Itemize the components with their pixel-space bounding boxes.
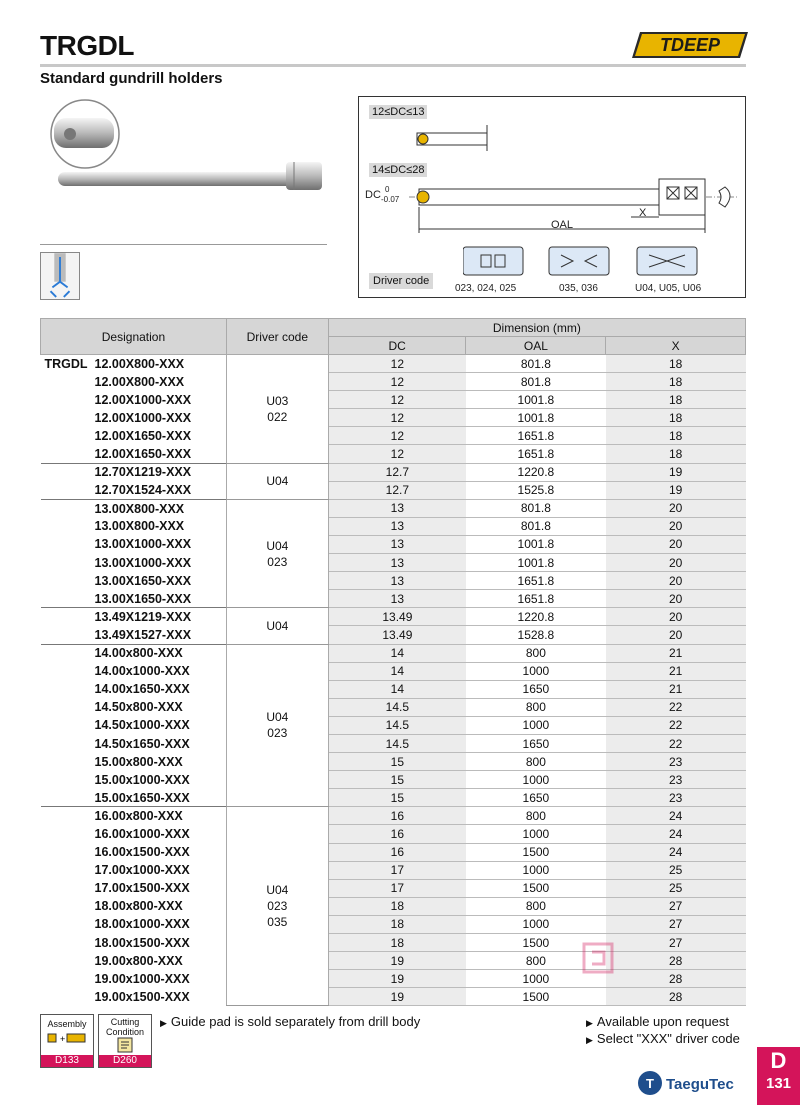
table-row xyxy=(41,716,746,734)
table-row xyxy=(41,897,746,915)
oal-cell: 1000 xyxy=(466,825,606,843)
table-row xyxy=(41,807,746,825)
x-cell: 21 xyxy=(606,662,746,680)
dc-cell: 14 xyxy=(328,644,466,662)
designation-code: 12.70X1524-XXX xyxy=(94,482,192,497)
x-cell: 23 xyxy=(606,789,746,807)
designation-cell xyxy=(41,753,227,771)
dc-cell: 12 xyxy=(328,445,466,463)
dc-range-large: 14≤DC≤28 xyxy=(369,163,427,177)
designation-cell xyxy=(41,843,227,861)
table-row xyxy=(41,734,746,752)
dc-cell: 12 xyxy=(328,391,466,409)
x-cell: 19 xyxy=(606,481,746,499)
designation-code: 13.00X1650-XXX xyxy=(94,591,192,606)
x-cell: 18 xyxy=(606,391,746,409)
designation-code: 14.50x1650-XXX xyxy=(94,736,190,751)
header-designation: Designation xyxy=(41,319,227,355)
driver-code-cell: U03 022 xyxy=(226,355,328,464)
table-row xyxy=(41,590,746,608)
dc-cell: 12 xyxy=(328,373,466,391)
designation-cell xyxy=(41,608,227,626)
designation-cell xyxy=(41,572,227,590)
designation-code: 14.50x800-XXX xyxy=(94,700,183,715)
title-divider xyxy=(40,64,746,67)
x-cell: 18 xyxy=(606,355,746,373)
header-dimension: Dimension (mm) xyxy=(328,319,745,337)
table-row xyxy=(41,825,746,843)
driver-code-cell: U04 023 035 xyxy=(226,807,328,1006)
dc-cell: 14 xyxy=(328,680,466,698)
select-driver-note: ▶ Select "XXX" driver code xyxy=(586,1031,740,1046)
dc-cell: 12 xyxy=(328,355,466,373)
dc-cell: 13 xyxy=(328,572,466,590)
oal-cell: 1000 xyxy=(466,970,606,988)
designation-code: 17.00x1000-XXX xyxy=(94,863,190,878)
designation-cell xyxy=(41,897,227,915)
designation-code: 12.00X1000-XXX xyxy=(94,392,192,407)
table-body xyxy=(41,355,746,1006)
dc-cell: 13 xyxy=(328,590,466,608)
oal-cell: 1650 xyxy=(466,789,606,807)
designation-cell xyxy=(41,861,227,879)
x-cell: 20 xyxy=(606,499,746,517)
dc-tol-lower: -0.07 xyxy=(381,195,400,204)
table-row xyxy=(41,644,746,662)
designation-code: 19.00x1000-XXX xyxy=(94,971,190,986)
header-x: X xyxy=(606,337,746,355)
oal-cell: 1650 xyxy=(466,734,606,752)
driver-group-1-label: 023, 024, 025 xyxy=(455,283,517,294)
dc-cell: 13 xyxy=(328,499,466,517)
oal-cell: 800 xyxy=(466,644,606,662)
table-row xyxy=(41,626,746,644)
dc-cell: 13.49 xyxy=(328,626,466,644)
x-cell: 20 xyxy=(606,608,746,626)
x-cell: 18 xyxy=(606,373,746,391)
designation-code: 19.00x800-XXX xyxy=(94,953,183,968)
table-row xyxy=(41,554,746,572)
dc-cell: 13 xyxy=(328,517,466,535)
x-cell: 20 xyxy=(606,535,746,553)
dc-cell: 15 xyxy=(328,753,466,771)
designation-cell xyxy=(41,517,227,535)
oal-cell: 801.8 xyxy=(466,499,606,517)
oal-cell: 1220.8 xyxy=(466,608,606,626)
x-dimension-label: X xyxy=(639,207,647,219)
table-row xyxy=(41,427,746,445)
x-cell: 20 xyxy=(606,572,746,590)
designation-cell xyxy=(41,662,227,680)
x-cell: 20 xyxy=(606,626,746,644)
available-note: ▶ Available upon request xyxy=(586,1014,729,1029)
designation-cell xyxy=(41,698,227,716)
designation-cell xyxy=(41,445,227,463)
oal-cell: 1000 xyxy=(466,915,606,933)
oal-cell: 800 xyxy=(466,753,606,771)
x-cell: 20 xyxy=(606,554,746,572)
dc-cell: 19 xyxy=(328,988,466,1006)
dc-cell: 18 xyxy=(328,897,466,915)
dc-cell: 17 xyxy=(328,861,466,879)
driver-code-cell: U04 xyxy=(226,463,328,499)
section-tab xyxy=(757,1047,800,1105)
oal-dimension-label: OAL xyxy=(551,219,574,231)
dc-cell: 16 xyxy=(328,843,466,861)
designation-code: 13.00X1000-XXX xyxy=(94,555,192,570)
watermark-logo xyxy=(578,940,698,1010)
dc-cell: 15 xyxy=(328,789,466,807)
oal-cell: 801.8 xyxy=(466,373,606,391)
svg-text:+: + xyxy=(60,1034,66,1044)
x-cell: 22 xyxy=(606,698,746,716)
table-row xyxy=(41,517,746,535)
small-dc-tip-drawing xyxy=(415,123,495,153)
header-oal: OAL xyxy=(466,337,606,355)
designation-code: 14.00x800-XXX xyxy=(94,646,183,661)
x-cell: 25 xyxy=(606,861,746,879)
designation-cell xyxy=(41,825,227,843)
dc-cell: 15 xyxy=(328,771,466,789)
designation-cell xyxy=(41,499,227,517)
designation-cell xyxy=(41,535,227,553)
dc-cell: 13 xyxy=(328,535,466,553)
cutting-condition-reference-icon[interactable] xyxy=(98,1014,152,1068)
table-row xyxy=(41,409,746,427)
table-row xyxy=(41,861,746,879)
designation-code: 12.00X1650-XXX xyxy=(94,446,192,461)
taegutec-logo xyxy=(636,1068,748,1098)
table-row xyxy=(41,608,746,626)
page-subtitle: Standard gundrill holders xyxy=(40,70,223,87)
cutting-condition-glyph-icon xyxy=(115,1037,135,1053)
designation-code: 15.00x800-XXX xyxy=(94,754,183,769)
table-row xyxy=(41,572,746,590)
designation-cell xyxy=(41,427,227,445)
dc-label: DC xyxy=(365,189,381,201)
designation-code: 16.00x800-XXX xyxy=(94,809,183,824)
oal-cell: 800 xyxy=(466,952,606,970)
oal-cell: 1001.8 xyxy=(466,391,606,409)
table-row xyxy=(41,843,746,861)
designation-cell xyxy=(41,915,227,933)
designation-code: 15.00x1000-XXX xyxy=(94,772,190,787)
designation-code: 12.00X1650-XXX xyxy=(94,428,192,443)
designation-code: 13.49X1219-XXX xyxy=(94,610,192,625)
oal-cell: 1528.8 xyxy=(466,626,606,644)
designation-cell xyxy=(41,716,227,734)
oal-cell: 1000 xyxy=(466,716,606,734)
table-row xyxy=(41,915,746,933)
designation-code: 18.00x1500-XXX xyxy=(94,935,190,950)
oal-cell: 1651.8 xyxy=(466,572,606,590)
table-row xyxy=(41,391,746,409)
oal-cell: 800 xyxy=(466,698,606,716)
x-cell: 20 xyxy=(606,517,746,535)
table-row xyxy=(41,753,746,771)
designation-code: 18.00x800-XXX xyxy=(94,899,183,914)
dc-cell: 19 xyxy=(328,970,466,988)
designation-code: 13.49X1527-XXX xyxy=(94,627,192,642)
table-row xyxy=(41,355,746,373)
dc-cell: 14.5 xyxy=(328,734,466,752)
dc-cell: 14 xyxy=(328,662,466,680)
photo-divider xyxy=(40,244,327,245)
oal-cell: 1650 xyxy=(466,680,606,698)
designation-code: 13.00X1650-XXX xyxy=(94,573,192,588)
x-cell: 28 xyxy=(606,952,746,970)
table-row xyxy=(41,463,746,481)
designation-code: 14.00x1650-XXX xyxy=(94,682,190,697)
driver-code-cell: U04 023 xyxy=(226,644,328,807)
designation-cell xyxy=(41,680,227,698)
dc-cell: 16 xyxy=(328,825,466,843)
technical-drawing xyxy=(358,96,746,298)
x-cell: 18 xyxy=(606,409,746,427)
svg-text:T: T xyxy=(646,1076,654,1091)
oal-cell: 1651.8 xyxy=(466,427,606,445)
designation-cell xyxy=(41,554,227,572)
dc-cell: 14.5 xyxy=(328,716,466,734)
driver-code-shapes xyxy=(463,243,733,279)
header-driver-code: Driver code xyxy=(226,319,328,355)
dc-cell: 17 xyxy=(328,879,466,897)
dc-cell: 16 xyxy=(328,807,466,825)
designation-code: 12.00X1000-XXX xyxy=(94,410,192,425)
dc-cell: 14.5 xyxy=(328,698,466,716)
designation-code: 14.50x1000-XXX xyxy=(94,718,190,733)
designation-cell xyxy=(41,952,227,970)
gundrill-holder-photo xyxy=(40,96,330,246)
designation-cell xyxy=(41,771,227,789)
oal-cell: 1000 xyxy=(466,861,606,879)
driver-code-cell: U04 023 xyxy=(226,499,328,608)
designation-prefix: TRGDL xyxy=(44,356,88,371)
x-cell: 18 xyxy=(606,445,746,463)
designation-cell xyxy=(41,988,227,1006)
x-cell: 18 xyxy=(606,427,746,445)
brand-name: TaeguTec xyxy=(666,1076,734,1093)
dc-cell: 12.7 xyxy=(328,463,466,481)
oal-cell: 1001.8 xyxy=(466,409,606,427)
designation-cell xyxy=(41,879,227,897)
designation-code: 12.00X800-XXX xyxy=(94,356,185,371)
driver-code-label: Driver code xyxy=(369,273,433,289)
dc-tol-upper: 0 xyxy=(385,185,390,194)
assembly-glyph-icon xyxy=(47,1031,87,1045)
designation-code: 16.00x1000-XXX xyxy=(94,826,190,841)
driver-group-3-label: U04, U05, U06 xyxy=(635,283,702,294)
oal-cell: 1001.8 xyxy=(466,535,606,553)
x-cell: 27 xyxy=(606,897,746,915)
designation-code: 19.00x1500-XXX xyxy=(94,989,190,1004)
table-row xyxy=(41,373,746,391)
table-row xyxy=(41,680,746,698)
oal-cell: 801.8 xyxy=(466,355,606,373)
dc-cell: 13.49 xyxy=(328,608,466,626)
designation-cell xyxy=(41,934,227,952)
designation-cell xyxy=(41,970,227,988)
x-cell: 24 xyxy=(606,843,746,861)
x-cell: 22 xyxy=(606,734,746,752)
table-row xyxy=(41,499,746,517)
designation-cell xyxy=(41,789,227,807)
x-cell: 19 xyxy=(606,463,746,481)
designation-cell xyxy=(41,734,227,752)
table-row xyxy=(41,789,746,807)
designation-code: 18.00x1000-XXX xyxy=(94,917,190,932)
table-row xyxy=(41,771,746,789)
oal-cell: 800 xyxy=(466,897,606,915)
x-cell: 25 xyxy=(606,879,746,897)
guide-pad-note: ▶ Guide pad is sold separately from drill body xyxy=(160,1014,421,1029)
x-cell: 27 xyxy=(606,934,746,952)
designation-code: 17.00x1500-XXX xyxy=(94,881,190,896)
dc-cell: 12 xyxy=(328,427,466,445)
designation-code: 13.00X800-XXX xyxy=(94,519,185,534)
page-number: 131 xyxy=(765,1075,792,1092)
cutting-condition-page-ref: D260 xyxy=(99,1055,151,1067)
oal-cell: 1000 xyxy=(466,662,606,680)
assembly-page-ref: D133 xyxy=(41,1055,93,1067)
x-cell: 21 xyxy=(606,680,746,698)
cutting-condition-label: Cutting Condition xyxy=(105,1017,145,1037)
dc-cell: 13 xyxy=(328,554,466,572)
designation-cell xyxy=(41,644,227,662)
designation-cell xyxy=(41,391,227,409)
designation-cell xyxy=(41,373,227,391)
designation-cell xyxy=(41,481,227,499)
x-cell: 21 xyxy=(606,644,746,662)
designation-cell xyxy=(41,463,227,481)
table-row xyxy=(41,879,746,897)
designation-cell xyxy=(41,807,227,825)
x-cell: 24 xyxy=(606,807,746,825)
oal-cell: 1500 xyxy=(466,843,606,861)
oal-cell: 1220.8 xyxy=(466,463,606,481)
oal-cell: 1001.8 xyxy=(466,554,606,572)
x-cell: 23 xyxy=(606,771,746,789)
dc-cell: 19 xyxy=(328,952,466,970)
designation-code: 12.70X1219-XXX xyxy=(94,465,192,480)
driver-group-2-label: 035, 036 xyxy=(559,283,598,294)
designation-cell xyxy=(41,626,227,644)
assembly-reference-icon[interactable] xyxy=(40,1014,94,1068)
svg-text:TDEEP: TDEEP xyxy=(659,35,721,55)
assembly-label: Assembly xyxy=(47,1019,87,1029)
dc-range-small: 12≤DC≤13 xyxy=(369,105,427,119)
page-title: TRGDL xyxy=(40,30,134,61)
designation-code: 13.00X800-XXX xyxy=(94,501,185,516)
driver-code-cell: U04 xyxy=(226,608,328,644)
designation-cell xyxy=(41,590,227,608)
table-row xyxy=(41,445,746,463)
oal-cell: 801.8 xyxy=(466,517,606,535)
designation-code: 14.00x1000-XXX xyxy=(94,664,190,679)
x-cell: 24 xyxy=(606,825,746,843)
dc-cell: 18 xyxy=(328,934,466,952)
x-cell: 20 xyxy=(606,590,746,608)
oal-cell: 1500 xyxy=(466,988,606,1006)
designation-code: 12.00X800-XXX xyxy=(94,374,185,389)
dc-cell: 12.7 xyxy=(328,481,466,499)
x-cell: 27 xyxy=(606,915,746,933)
table-row xyxy=(41,535,746,553)
x-cell: 28 xyxy=(606,988,746,1006)
holder-outline-drawing xyxy=(409,173,739,243)
table-row xyxy=(41,662,746,680)
tdeep-logo xyxy=(632,30,750,60)
designation-cell xyxy=(41,409,227,427)
dc-cell: 12 xyxy=(328,409,466,427)
oal-cell: 800 xyxy=(466,807,606,825)
header-dc: DC xyxy=(328,337,466,355)
table-row xyxy=(41,698,746,716)
oal-cell: 1500 xyxy=(466,879,606,897)
table-row xyxy=(41,481,746,499)
oal-cell: 1525.8 xyxy=(466,481,606,499)
oal-cell: 1500 xyxy=(466,934,606,952)
designation-code: 15.00x1650-XXX xyxy=(94,790,190,805)
coolant-through-icon xyxy=(40,252,80,300)
x-cell: 28 xyxy=(606,970,746,988)
designation-cell xyxy=(41,355,227,373)
designation-code: 16.00x1500-XXX xyxy=(94,845,190,860)
oal-cell: 1651.8 xyxy=(466,445,606,463)
x-cell: 23 xyxy=(606,753,746,771)
section-letter: D xyxy=(770,1048,787,1073)
dc-cell: 18 xyxy=(328,915,466,933)
oal-cell: 1000 xyxy=(466,771,606,789)
oal-cell: 1651.8 xyxy=(466,590,606,608)
specification-table xyxy=(40,318,746,1006)
designation-code: 13.00X1000-XXX xyxy=(94,537,192,552)
x-cell: 22 xyxy=(606,716,746,734)
